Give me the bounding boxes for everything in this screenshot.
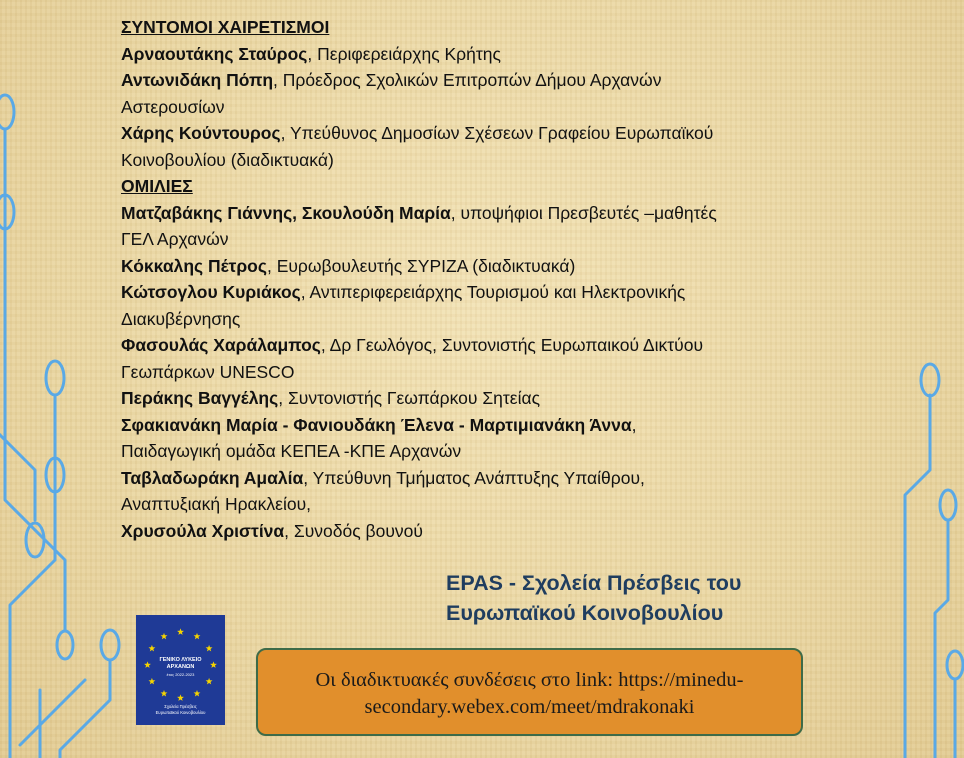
greetings-heading: ΣΥΝΤΟΜΟΙ ΧΑΙΡΕΤΙΣΜΟΙ — [121, 17, 330, 37]
speech-entry — [121, 465, 841, 492]
logo-school-name: ΓΕΝΙΚΟ ΛΥΚΕΙΟ ΑΡΧΑΝΩΝ έτος 2022-2023 — [159, 657, 202, 677]
speaker-role: , — [631, 414, 637, 435]
speaker-name: Φασουλάς Χαράλαμπος — [121, 335, 321, 355]
speaker-name: Σφακιανάκη Μαρία - Φανιουδάκη Έλενα - Μαρτιμιανάκη Άννα — [121, 414, 632, 435]
star-icon — [149, 645, 156, 652]
speaker-role: , υποψήφιοι Πρεσβευτές –μαθητές — [450, 202, 717, 223]
speaker-role-continued: Αναπτυξιακή Ηρακλείου, — [121, 494, 312, 514]
speaker-role-continued: Παιδαγωγική ομάδα ΚΕΠΕΑ -ΚΠΕ Αρχανών — [121, 441, 462, 461]
speaker-name: Αντωνιδάκη Πόπη — [121, 70, 274, 90]
speaker-name: Χάρης Κούντουρος — [121, 123, 281, 143]
speaker-name: Κώτσογλου Κυριάκος — [121, 282, 301, 302]
epas-title-line: EPAS - Σχολεία Πρέσβεις του — [446, 571, 742, 595]
speech-entry — [121, 200, 841, 227]
star-icon — [177, 694, 184, 701]
speaker-role: , Πρόεδρος Σχολικών Επιτροπών Δήμου Αρχανών — [273, 70, 662, 90]
speeches-heading: ΟΜΙΛΙΕΣ — [121, 176, 193, 196]
greeting-entry — [121, 67, 841, 94]
speaker-name: Περάκης Βαγγέλης — [121, 388, 279, 408]
speaker-role: , Υπεύθυνη Τμήματος Ανάπτυξης Υπαίθρου, — [303, 467, 645, 488]
star-icon — [206, 678, 213, 685]
star-icon — [194, 633, 201, 640]
speaker-role: , Υπεύθυνος Δημοσίων Σχέσεων Γραφείου Ευρωπαϊκού — [280, 123, 714, 143]
speaker-role-continued: Γεωπάρκων UNESCO — [121, 361, 295, 382]
star-icon — [194, 690, 201, 697]
greeting-entry — [121, 120, 841, 147]
epas-title-line: Ευρωπαϊκού Κοινοβουλίου — [446, 601, 724, 625]
speaker-role: , Περιφερειάρχης Κρήτης — [307, 43, 501, 64]
speech-entry — [121, 518, 841, 545]
speaker-role-continued: ΓΕΛ Αρχανών — [121, 229, 229, 249]
speaker-role: , Αντιπεριφερειάρχης Τουρισμού και Ηλεκτρονικής — [300, 282, 686, 302]
speaker-role: , Συνοδός βουνού — [284, 520, 423, 541]
link-box-line[interactable]: secondary.webex.com/meet/mdrakonaki — [364, 696, 695, 718]
star-icon — [161, 633, 168, 640]
speaker-name: Ματζαβάκης Γιάννης, Σκουλούδη Μαρία — [121, 202, 451, 223]
speaker-role-continued: Διακυβέρνησης — [121, 308, 241, 329]
speech-entry — [121, 385, 841, 412]
speech-entry — [121, 253, 841, 280]
speaker-name: Αρναουτάκης Σταύρος — [121, 43, 308, 64]
program-text — [121, 14, 841, 544]
speaker-name: Ταβλαδωράκη Αμαλία — [121, 467, 304, 488]
speaker-role: , Συντονιστής Γεωπάρκου Σητείας — [278, 388, 541, 408]
speaker-role: , Δρ Γεωλόγος, Συντονιστής Ευρωπαικού Δικτύου — [320, 335, 704, 355]
speaker-role: , Ευρωβουλευτής ΣΥΡΙΖΑ (διαδικτυακά) — [266, 255, 576, 276]
school-logo — [136, 615, 225, 725]
speech-entry — [121, 412, 841, 439]
star-icon — [161, 690, 168, 697]
logo-program-name: Σχολεία Πρέσβεις Ευρωπαϊκού Κοινοβουλίου — [155, 704, 206, 715]
speech-entry — [121, 332, 841, 359]
speaker-role-continued: Αστερουσίων — [121, 96, 225, 117]
star-icon — [177, 628, 184, 635]
epas-title — [446, 568, 866, 628]
star-icon — [206, 645, 213, 652]
speaker-role-continued: Κοινοβουλίου (διαδικτυακά) — [121, 149, 334, 170]
speech-entry — [121, 279, 841, 306]
link-box-line[interactable]: Οι διαδικτυακές συνδέσεις στο link: https://minedu- — [315, 669, 744, 691]
webex-link-box — [256, 648, 803, 736]
speaker-name: Κόκκαλης Πέτρος — [121, 255, 267, 276]
star-icon — [149, 678, 156, 685]
speaker-name: Χρυσούλα Χριστίνα — [121, 520, 285, 541]
greeting-entry — [121, 41, 841, 68]
